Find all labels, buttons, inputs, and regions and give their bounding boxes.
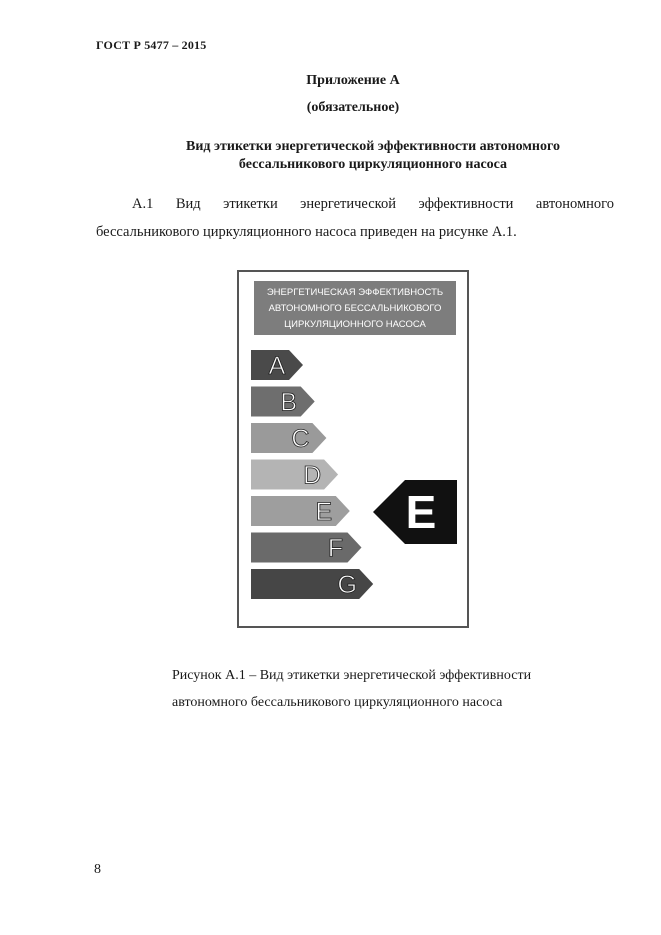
class-bar-d bbox=[251, 460, 338, 490]
class-bar-label-f: F bbox=[327, 534, 344, 563]
label-header-line3: ЦИРКУЛЯЦИОННОГО НАСОСА bbox=[284, 319, 426, 330]
class-bar-label-a: A bbox=[268, 352, 286, 380]
class-bar-c bbox=[251, 423, 326, 453]
class-bar-label-b: B bbox=[280, 388, 298, 417]
class-bar-label-g: G bbox=[337, 571, 357, 599]
class-bar-label-e: E bbox=[315, 498, 333, 526]
energy-label-graphic bbox=[237, 270, 469, 628]
class-bar-label-c: C bbox=[291, 425, 310, 453]
caption-line2: автономного бессальникового циркуляционного насоса bbox=[172, 695, 503, 710]
label-header-line1: ЭНЕРГЕТИЧЕСКАЯ ЭФФЕКТИВНОСТЬ bbox=[266, 287, 444, 298]
class-bar-e bbox=[251, 496, 350, 526]
class-bar-f bbox=[251, 533, 362, 563]
label-header-line2: АВТОНОМНОГО БЕССАЛЬНИКОВОГО bbox=[268, 303, 442, 314]
appendix-title: Приложение А bbox=[306, 73, 400, 88]
section-title-line1: Вид этикетки энергетической эффективности автономного bbox=[186, 139, 560, 154]
figure-caption bbox=[172, 662, 531, 716]
body-paragraph: А.1 Вид этикетки энергетической эффективности автономного бессальникового циркуляционного насоса приведен на рисунке А.1. bbox=[96, 196, 614, 240]
caption-line1: Рисунок А.1 – Вид этикетки энергетической эффективности bbox=[172, 668, 532, 683]
appendix-status: (обязательное) bbox=[306, 100, 400, 115]
current-class-letter: E bbox=[405, 486, 437, 538]
energy-label-figure bbox=[237, 270, 469, 628]
class-bar-label-d: D bbox=[303, 461, 322, 490]
page-number: 8 bbox=[94, 862, 101, 877]
section-title-line2: бессальникового циркуляционного насоса bbox=[238, 157, 508, 172]
section-title bbox=[96, 138, 614, 174]
standard-header: ГОСТ Р 5477 – 2015 bbox=[96, 38, 207, 52]
